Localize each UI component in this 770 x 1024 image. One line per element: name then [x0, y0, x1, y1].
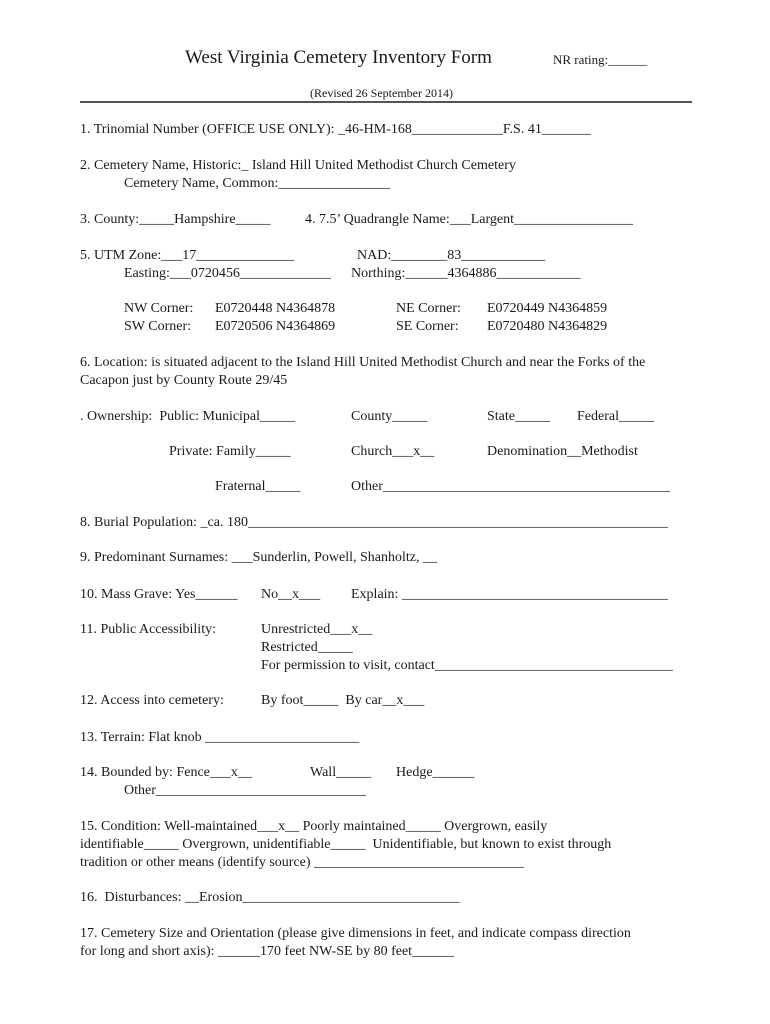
access-permission-contact: For permission to visit, contact__________________________________ — [261, 658, 673, 673]
form-title: West Virginia Cemetery Inventory Form — [185, 47, 492, 68]
se-corner-value: E0720480 N4364829 — [487, 319, 608, 334]
se-corner-label: SE Corner: — [396, 319, 459, 334]
predominant-surnames: 9. Predominant Surnames: ___Sunderlin, Powell, Shanholtz, __ — [80, 550, 437, 565]
ownership-state: State_____ — [487, 409, 550, 424]
condition-line-3: tradition or other means (identify source) ______________________________ — [80, 855, 525, 870]
county-field: 3. County:_____Hampshire_____ — [80, 212, 271, 227]
bounded-by-hedge: Hedge______ — [396, 765, 475, 780]
nw-corner-label: NW Corner: — [124, 301, 194, 316]
access-into-cemetery-label: 12. Access into cemetery: — [80, 693, 224, 708]
size-orientation-line-2: for long and short axis): ______170 feet NW-SE by 80 feet______ — [80, 944, 455, 959]
ownership-county: County_____ — [351, 409, 428, 424]
terrain-field: 13. Terrain: Flat knob ______________________ — [80, 730, 360, 745]
mass-grave-yes: 10. Mass Grave: Yes______ — [80, 587, 238, 602]
ownership-denomination: Denomination__Methodist — [487, 444, 638, 459]
access-by-foot-car: By foot_____ By car__x___ — [261, 693, 425, 708]
access-unrestricted: Unrestricted___x__ — [261, 622, 373, 637]
nr-rating-field: NR rating:______ — [553, 52, 648, 67]
condition-line-1: 15. Condition: Well-maintained___x__ Poorly maintained_____ Overgrown, easily — [80, 819, 548, 834]
public-accessibility-label: 11. Public Accessibility: — [80, 622, 216, 637]
bounded-by-other: Other______________________________ — [124, 783, 366, 798]
location-line-1: 6. Location: is situated adjacent to the Island Hill United Methodist Church and near the Forks of the — [80, 355, 646, 370]
header-rule — [80, 101, 692, 103]
ownership-church: Church___x__ — [351, 444, 435, 459]
quadrangle-name: 4. 7.5’ Quadrangle Name:___Largent_________________ — [305, 212, 634, 227]
bounded-by-fence: 14. Bounded by: Fence___x__ — [80, 765, 252, 780]
revision-date: (Revised 26 September 2014) — [310, 86, 453, 100]
burial-population: 8. Burial Population: _ca. 180____________________________________________________________ — [80, 515, 668, 530]
ne-corner-label: NE Corner: — [396, 301, 461, 316]
access-restricted: Restricted_____ — [261, 640, 353, 655]
ownership-private-family: Private: Family_____ — [169, 444, 291, 459]
easting-field: Easting:___0720456_____________ — [124, 266, 331, 281]
mass-grave-explain: Explain: ______________________________________ — [351, 587, 668, 602]
bounded-by-wall: Wall_____ — [310, 765, 372, 780]
mass-grave-no: No__x___ — [261, 587, 321, 602]
location-line-2: Cacapon just by County Route 29/45 — [80, 373, 288, 388]
ownership-federal: Federal_____ — [577, 409, 654, 424]
trinomial-number: 1. Trinomial Number (OFFICE USE ONLY): _46-HM-168_____________F.S. 41_______ — [80, 122, 591, 137]
nw-corner-value: E0720448 N4364878 — [215, 301, 336, 316]
ownership-fraternal: Fraternal_____ — [215, 479, 301, 494]
ne-corner-value: E0720449 N4364859 — [487, 301, 608, 316]
ownership-other: Other_________________________________________ — [351, 479, 670, 494]
size-orientation-line-1: 17. Cemetery Size and Orientation (please give dimensions in feet, and indicate compass direction — [80, 926, 631, 941]
cemetery-name-historic: 2. Cemetery Name, Historic:_ Island Hill United Methodist Church Cemetery — [80, 158, 516, 173]
condition-line-2: identifiable_____ Overgrown, unidentifiable_____ Unidentifiable, but known to exist through — [80, 837, 612, 852]
northing-field: Northing:______4364886____________ — [351, 266, 581, 281]
sw-corner-label: SW Corner: — [124, 319, 192, 334]
disturbances-field: 16. Disturbances: __Erosion_______________________________ — [80, 890, 460, 905]
nad-field: NAD:________83____________ — [357, 248, 546, 263]
cemetery-name-common: Cemetery Name, Common:________________ — [124, 176, 391, 191]
sw-corner-value: E0720506 N4364869 — [215, 319, 336, 334]
ownership-public-municipal: . Ownership: Public: Municipal_____ — [80, 409, 296, 424]
utm-zone: 5. UTM Zone:___17______________ — [80, 248, 295, 263]
